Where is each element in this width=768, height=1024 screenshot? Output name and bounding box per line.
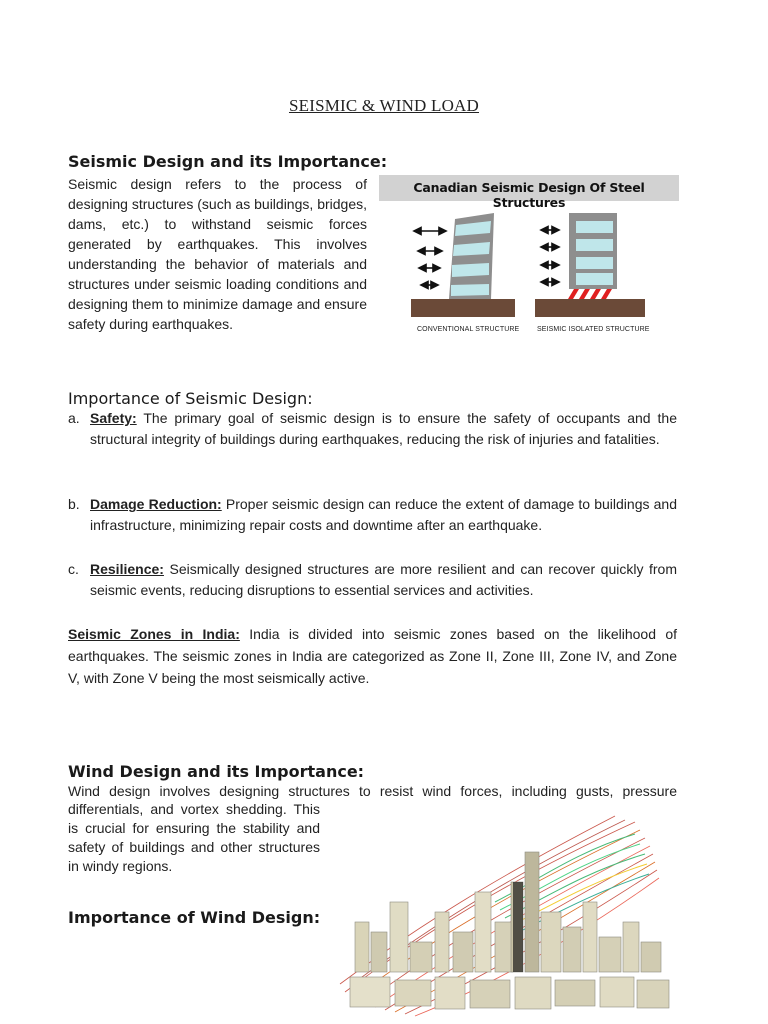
list-marker: b.: [68, 496, 80, 512]
list-item-label: Resilience:: [90, 561, 164, 577]
list-marker: a.: [68, 410, 80, 426]
conventional-structure: [411, 213, 515, 317]
building-diagram: [379, 203, 679, 323]
wind-heading: Wind Design and its Importance:: [68, 762, 365, 781]
document-title: SEISMIC & WIND LOAD: [288, 96, 479, 115]
list-item-text: Seismically designed structures are more resilient and can recover quickly from seismic events, reducing disruptions to essential services and activities.: [90, 561, 677, 598]
list-item-text: Proper seismic design can reduce the extent of damage to buildings and infrastructure, minimizing repair costs and downtime after an earthquake.: [90, 496, 677, 533]
figure-title: Canadian Seismic Design Of Steel Structures: [413, 180, 645, 210]
isolated-structure: [535, 213, 645, 317]
caption-conventional: CONVENTIONAL STRUCTURE: [417, 326, 520, 333]
list-item: [68, 559, 677, 601]
list-item-text: The primary goal of seismic design is to ensure the safety of occupants and the structural integrity of buildings during earthquakes, reducing the risk of injuries and fatalities.: [90, 410, 677, 447]
list-item-label: Safety:: [90, 410, 137, 426]
seismic-intro-paragraph: Seismic design refers to the process of designing structures (such as buildings, bridges, dams, etc.) to withstand seismic forces generated by earthquakes. This involves understanding the behavior of materials and structures under seismic loading conditions and designing them to minimize damage and ensure safety during earthquakes.: [68, 176, 367, 332]
seismic-figure: [379, 175, 679, 340]
wind-flow-simulation-image: [335, 812, 680, 1022]
seismic-zones-text: India is divided into seismic zones based on the likelihood of earthquakes. The seismic zones in India are categorized as Zone II, Zone III, Zone IV, and Zone V, with Zone V being the most seismically active.: [68, 626, 677, 686]
list-item: [68, 408, 677, 450]
list-item: [68, 494, 677, 536]
caption-isolated: SEISMIC ISOLATED STRUCTURE: [537, 326, 650, 333]
list-item-label: Damage Reduction:: [90, 496, 222, 512]
list-marker: c.: [68, 561, 79, 577]
wind-importance-heading: Importance of Wind Design:: [68, 908, 321, 927]
seismic-zones-paragraph: [68, 623, 677, 689]
wind-intro-paragraph: differentials, and vortex shedding. This is crucial for ensuring the stability and safety of buildings and other structures in windy regions.: [68, 801, 320, 874]
seismic-importance-heading: Importance of Seismic Design:: [68, 389, 313, 408]
seismic-zones-label: Seismic Zones in India:: [68, 626, 240, 642]
wind-intro-line1: Wind design involves designing structures to resist wind forces, including gusts, pressure: [68, 783, 677, 799]
seismic-heading: Seismic Design and its Importance:: [68, 152, 388, 171]
